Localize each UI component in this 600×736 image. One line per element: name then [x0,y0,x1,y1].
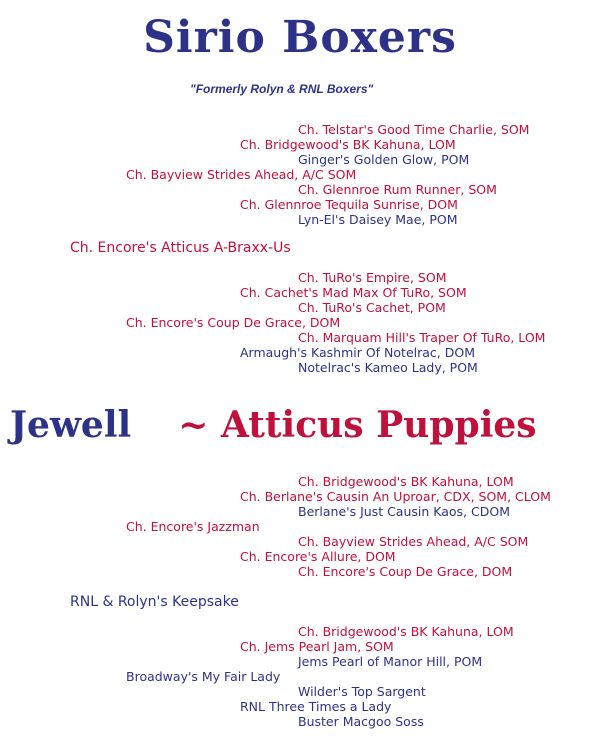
sire-name: Ch. Encore's Atticus A-Braxx-Us [70,240,291,256]
pedigree-line: Ch. Bridgewood's BK Kahuna, LOM [298,474,514,489]
pedigree-line: Ch. Bridgewood's BK Kahuna, LOM [240,137,456,152]
pedigree-line: Ch. TuRo's Empire, SOM [298,270,447,285]
pedigree-line: Ch. Encore's Allure, DOM [240,549,396,564]
pedigree-line: Ch. Encore's Coup De Grace, DOM [126,315,341,330]
pedigree-line: Ch. Jems Pearl Jam, SOM [240,639,394,654]
page-title: Sirio Boxers [143,12,457,63]
pedigree-line: Broadway's My Fair Lady [126,669,281,684]
pedigree-line: Buster Macgoo Soss [298,714,424,729]
pedigree-line: Ch. Bayview Strides Ahead, A/C SOM [298,534,529,549]
pedigree-line: Berlane's Just Causin Kaos, CDOM [298,504,510,519]
pedigree-line: Ch. TuRo's Cachet, POM [298,300,446,315]
pedigree-line: Ch. Glennroe Tequila Sunrise, DOM [240,197,458,212]
headline-sire: ~ Atticus Puppies [178,404,537,446]
pedigree-line: Ch. Cachet's Mad Max Of TuRo, SOM [240,285,467,300]
pedigree-line: RNL Three Times a Lady [240,699,392,714]
pedigree-line: Ch. Telstar's Good Time Charlie, SOM [298,122,530,137]
pedigree-line: Jems Pearl of Manor Hill, POM [298,654,483,669]
pedigree-line: Armaugh's Kashmir Of Notelrac, DOM [240,345,475,360]
litter-headline [10,404,537,446]
pedigree-line: Lyn-El's Daisey Mae, POM [298,212,458,227]
page-subtitle: "Formerly Rolyn & RNL Boxers" [190,82,374,96]
pedigree-line: Ch. Encore's Coup De Grace, DOM [298,564,513,579]
dam-name: RNL & Rolyn's Keepsake [70,594,239,610]
pedigree-line: Ginger's Golden Glow, POM [298,152,470,167]
pedigree-line: Wilder's Top Sargent [298,684,426,699]
pedigree-line: Ch. Bridgewood's BK Kahuna, LOM [298,624,514,639]
pedigree-line: Ch. Berlane's Causin An Uproar, CDX, SOM, CLOM [240,489,551,504]
pedigree-line: Ch. Encore's Jazzman [126,519,260,534]
pedigree-line: Ch. Glennroe Rum Runner, SOM [298,182,497,197]
headline-dam: Jewell [10,404,132,446]
pedigree-line: Ch. Bayview Strides Ahead, A/C SOM [126,167,357,182]
pedigree-line: Notelrac's Kameo Lady, POM [298,360,478,375]
pedigree-line: Ch. Marquam Hill's Traper Of TuRo, LOM [298,330,546,345]
